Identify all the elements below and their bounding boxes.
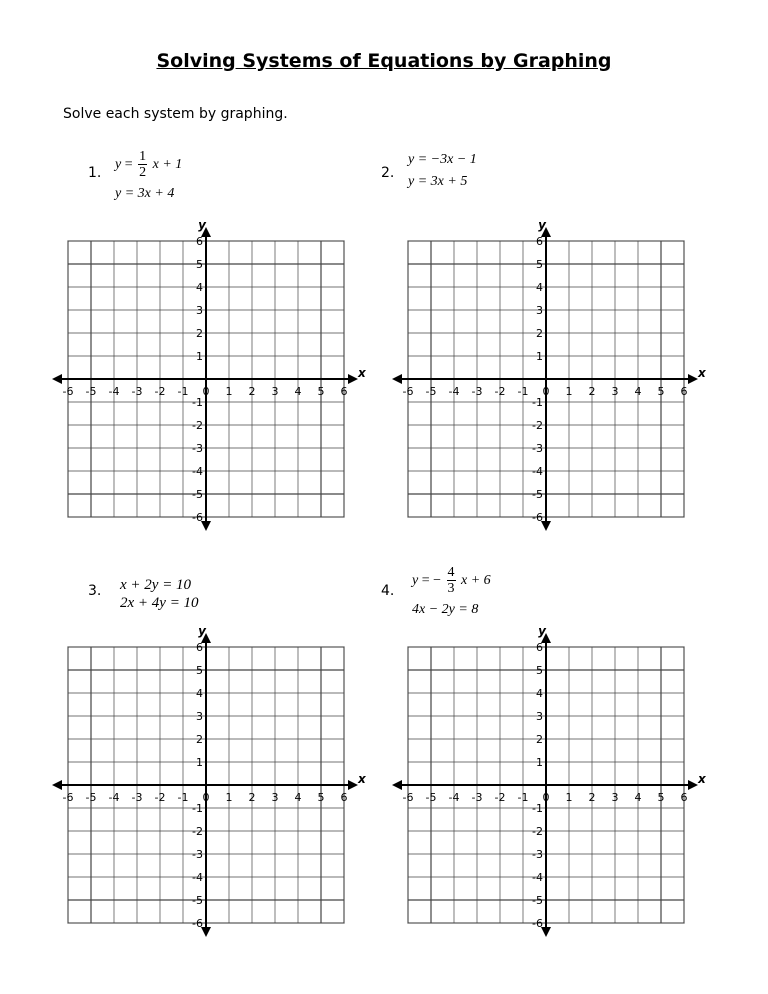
x-tick-label: -3 bbox=[471, 791, 483, 804]
y-tick-label: 6 bbox=[536, 641, 543, 654]
problem-2-equation-2: y = 3x + 5 bbox=[408, 174, 468, 189]
y-axis-label: y bbox=[198, 218, 206, 232]
x-tick-label: -2 bbox=[494, 385, 506, 398]
y-tick-label: 2 bbox=[196, 733, 203, 746]
x-axis-right-arrow bbox=[688, 374, 698, 384]
y-tick-label: -4 bbox=[532, 871, 543, 884]
y-tick-label: 2 bbox=[536, 327, 543, 340]
y-tick-label: 3 bbox=[536, 304, 543, 317]
x-tick-label: 0 bbox=[542, 791, 550, 804]
x-tick-label: 2 bbox=[588, 791, 596, 804]
y-tick-label: 3 bbox=[196, 710, 203, 723]
problem-1-equation-1 bbox=[115, 146, 182, 184]
problem-3-equation-1: x + 2y = 10 bbox=[120, 577, 192, 593]
y-tick-label: -2 bbox=[532, 825, 543, 838]
x-tick-label: -5 bbox=[425, 791, 437, 804]
y-tick-label: -5 bbox=[532, 894, 543, 907]
x-tick-label: 6 bbox=[680, 385, 688, 398]
problem-1-equations bbox=[115, 146, 182, 204]
y-tick-label: -5 bbox=[192, 488, 203, 501]
problem-3-equations bbox=[120, 576, 199, 612]
equation-rest: x + 1 bbox=[152, 157, 183, 172]
equation-lhs: y bbox=[412, 573, 419, 588]
y-tick-label: 6 bbox=[536, 235, 543, 248]
equation-rest: x + 6 bbox=[461, 573, 491, 588]
y-tick-label: -6 bbox=[192, 511, 203, 524]
x-tick-label: 0 bbox=[202, 385, 210, 398]
x-tick-label: -1 bbox=[517, 791, 529, 804]
y-tick-label: -3 bbox=[192, 848, 203, 861]
x-axis-left-arrow bbox=[392, 780, 402, 790]
y-tick-label: -1 bbox=[192, 396, 203, 409]
y-tick-label: 3 bbox=[536, 710, 543, 723]
x-tick-label: 1 bbox=[565, 385, 573, 398]
problem-4-number: 4. bbox=[381, 583, 395, 599]
y-tick-label: 4 bbox=[536, 687, 543, 700]
coordinate-grid-1 bbox=[56, 216, 376, 528]
y-tick-label: -4 bbox=[192, 465, 203, 478]
problem-4-equation-1 bbox=[412, 562, 491, 600]
y-tick-label: 1 bbox=[536, 756, 543, 769]
y-tick-label: 1 bbox=[196, 350, 203, 363]
x-tick-label: -1 bbox=[177, 791, 189, 804]
x-axis-label: x bbox=[358, 772, 366, 786]
y-tick-label: 3 bbox=[196, 304, 203, 317]
x-tick-label: 4 bbox=[294, 791, 302, 804]
problem-2-number: 2. bbox=[381, 165, 395, 181]
x-tick-label: -3 bbox=[131, 791, 143, 804]
x-tick-label: -2 bbox=[494, 791, 506, 804]
x-tick-label: 2 bbox=[248, 791, 256, 804]
problem-1-number: 1. bbox=[88, 165, 102, 181]
x-tick-label: -1 bbox=[177, 385, 189, 398]
x-tick-label: 6 bbox=[340, 791, 348, 804]
problem-2-equations bbox=[408, 150, 477, 192]
x-tick-label: 3 bbox=[271, 385, 279, 398]
x-axis-right-arrow bbox=[348, 780, 358, 790]
y-tick-label: -2 bbox=[192, 419, 203, 432]
problem-4-equations bbox=[412, 562, 491, 620]
y-tick-label: 5 bbox=[196, 664, 203, 677]
x-tick-label: -5 bbox=[85, 791, 97, 804]
x-tick-label: 5 bbox=[657, 385, 665, 398]
x-axis-label: x bbox=[698, 366, 706, 380]
x-tick-label: 3 bbox=[611, 385, 619, 398]
y-tick-label: -2 bbox=[532, 419, 543, 432]
x-tick-label: -4 bbox=[448, 791, 460, 804]
problem-2-equation-1: y = −3x − 1 bbox=[408, 152, 477, 167]
x-tick-label: 3 bbox=[271, 791, 279, 804]
y-tick-label: -3 bbox=[532, 848, 543, 861]
fraction-numerator: 4 bbox=[447, 565, 455, 581]
y-tick-label: 1 bbox=[196, 756, 203, 769]
x-tick-label: 1 bbox=[225, 791, 233, 804]
equation-operator: = − bbox=[421, 573, 442, 588]
instructions: Solve each system by graphing. bbox=[63, 106, 288, 122]
y-tick-label: 1 bbox=[536, 350, 543, 363]
y-tick-label: -1 bbox=[532, 802, 543, 815]
problem-4-equation-2: 4x − 2y = 8 bbox=[412, 602, 479, 617]
y-tick-label: -6 bbox=[192, 917, 203, 930]
x-tick-label: 6 bbox=[340, 385, 348, 398]
x-tick-label: 4 bbox=[294, 385, 302, 398]
y-tick-label: 4 bbox=[536, 281, 543, 294]
y-axis-label: y bbox=[538, 624, 546, 638]
x-axis-left-arrow bbox=[392, 374, 402, 384]
y-tick-label: -3 bbox=[192, 442, 203, 455]
worksheet-title: Solving Systems of Equations by Graphing bbox=[156, 50, 612, 72]
y-tick-label: 6 bbox=[196, 641, 203, 654]
y-tick-label: 2 bbox=[196, 327, 203, 340]
problem-1-equation-2: y = 3x + 4 bbox=[115, 186, 175, 201]
x-tick-label: 1 bbox=[225, 385, 233, 398]
x-tick-label: 1 bbox=[565, 791, 573, 804]
x-tick-label: -4 bbox=[108, 791, 120, 804]
fraction-denominator: 3 bbox=[447, 581, 455, 597]
x-tick-label: 5 bbox=[657, 791, 665, 804]
y-axis-label: y bbox=[538, 218, 546, 232]
y-tick-label: -4 bbox=[532, 465, 543, 478]
x-tick-label: -3 bbox=[471, 385, 483, 398]
x-tick-label: -6 bbox=[402, 385, 414, 398]
x-tick-label: 3 bbox=[611, 791, 619, 804]
x-tick-label: -3 bbox=[131, 385, 143, 398]
x-axis-label: x bbox=[698, 772, 706, 786]
y-tick-label: 6 bbox=[196, 235, 203, 248]
x-tick-label: 2 bbox=[588, 385, 596, 398]
problem-3-number: 3. bbox=[88, 583, 102, 599]
equation-fraction bbox=[138, 149, 147, 180]
equation-fraction bbox=[447, 565, 456, 596]
y-tick-label: 2 bbox=[536, 733, 543, 746]
x-axis-left-arrow bbox=[52, 374, 62, 384]
problem-3-equation-2: 2x + 4y = 10 bbox=[120, 595, 199, 611]
x-axis-left-arrow bbox=[52, 780, 62, 790]
y-tick-label: -1 bbox=[192, 802, 203, 815]
x-tick-label: -6 bbox=[62, 385, 74, 398]
x-tick-label: 5 bbox=[317, 791, 325, 804]
y-tick-label: -6 bbox=[532, 917, 543, 930]
x-tick-label: 2 bbox=[248, 385, 256, 398]
x-tick-label: -2 bbox=[154, 385, 166, 398]
x-tick-label: -4 bbox=[448, 385, 460, 398]
y-tick-label: 4 bbox=[196, 687, 203, 700]
y-tick-label: -3 bbox=[532, 442, 543, 455]
x-tick-label: 0 bbox=[542, 385, 550, 398]
x-tick-label: 4 bbox=[634, 791, 642, 804]
y-tick-label: -6 bbox=[532, 511, 543, 524]
coordinate-grid-3 bbox=[56, 622, 376, 934]
fraction-denominator: 2 bbox=[139, 165, 147, 181]
x-tick-label: 0 bbox=[202, 791, 210, 804]
coordinate-grid-4 bbox=[396, 622, 716, 934]
x-tick-label: -5 bbox=[425, 385, 437, 398]
fraction-numerator: 1 bbox=[139, 149, 147, 165]
y-tick-label: -1 bbox=[532, 396, 543, 409]
x-tick-label: 4 bbox=[634, 385, 642, 398]
y-tick-label: -5 bbox=[532, 488, 543, 501]
y-tick-label: -4 bbox=[192, 871, 203, 884]
x-tick-label: -6 bbox=[402, 791, 414, 804]
y-tick-label: -5 bbox=[192, 894, 203, 907]
y-tick-label: 5 bbox=[196, 258, 203, 271]
equation-operator: = bbox=[124, 157, 133, 172]
y-tick-label: 4 bbox=[196, 281, 203, 294]
x-tick-label: -6 bbox=[62, 791, 74, 804]
x-axis-right-arrow bbox=[348, 374, 358, 384]
x-tick-label: 5 bbox=[317, 385, 325, 398]
y-tick-label: 5 bbox=[536, 258, 543, 271]
y-tick-label: -2 bbox=[192, 825, 203, 838]
x-tick-label: -1 bbox=[517, 385, 529, 398]
x-tick-label: 6 bbox=[680, 791, 688, 804]
x-tick-label: -4 bbox=[108, 385, 120, 398]
x-tick-label: -2 bbox=[154, 791, 166, 804]
equation-lhs: y bbox=[115, 157, 122, 172]
x-axis-label: x bbox=[358, 366, 366, 380]
coordinate-grid-2 bbox=[396, 216, 716, 528]
y-tick-label: 5 bbox=[536, 664, 543, 677]
y-axis-label: y bbox=[198, 624, 206, 638]
x-axis-right-arrow bbox=[688, 780, 698, 790]
x-tick-label: -5 bbox=[85, 385, 97, 398]
